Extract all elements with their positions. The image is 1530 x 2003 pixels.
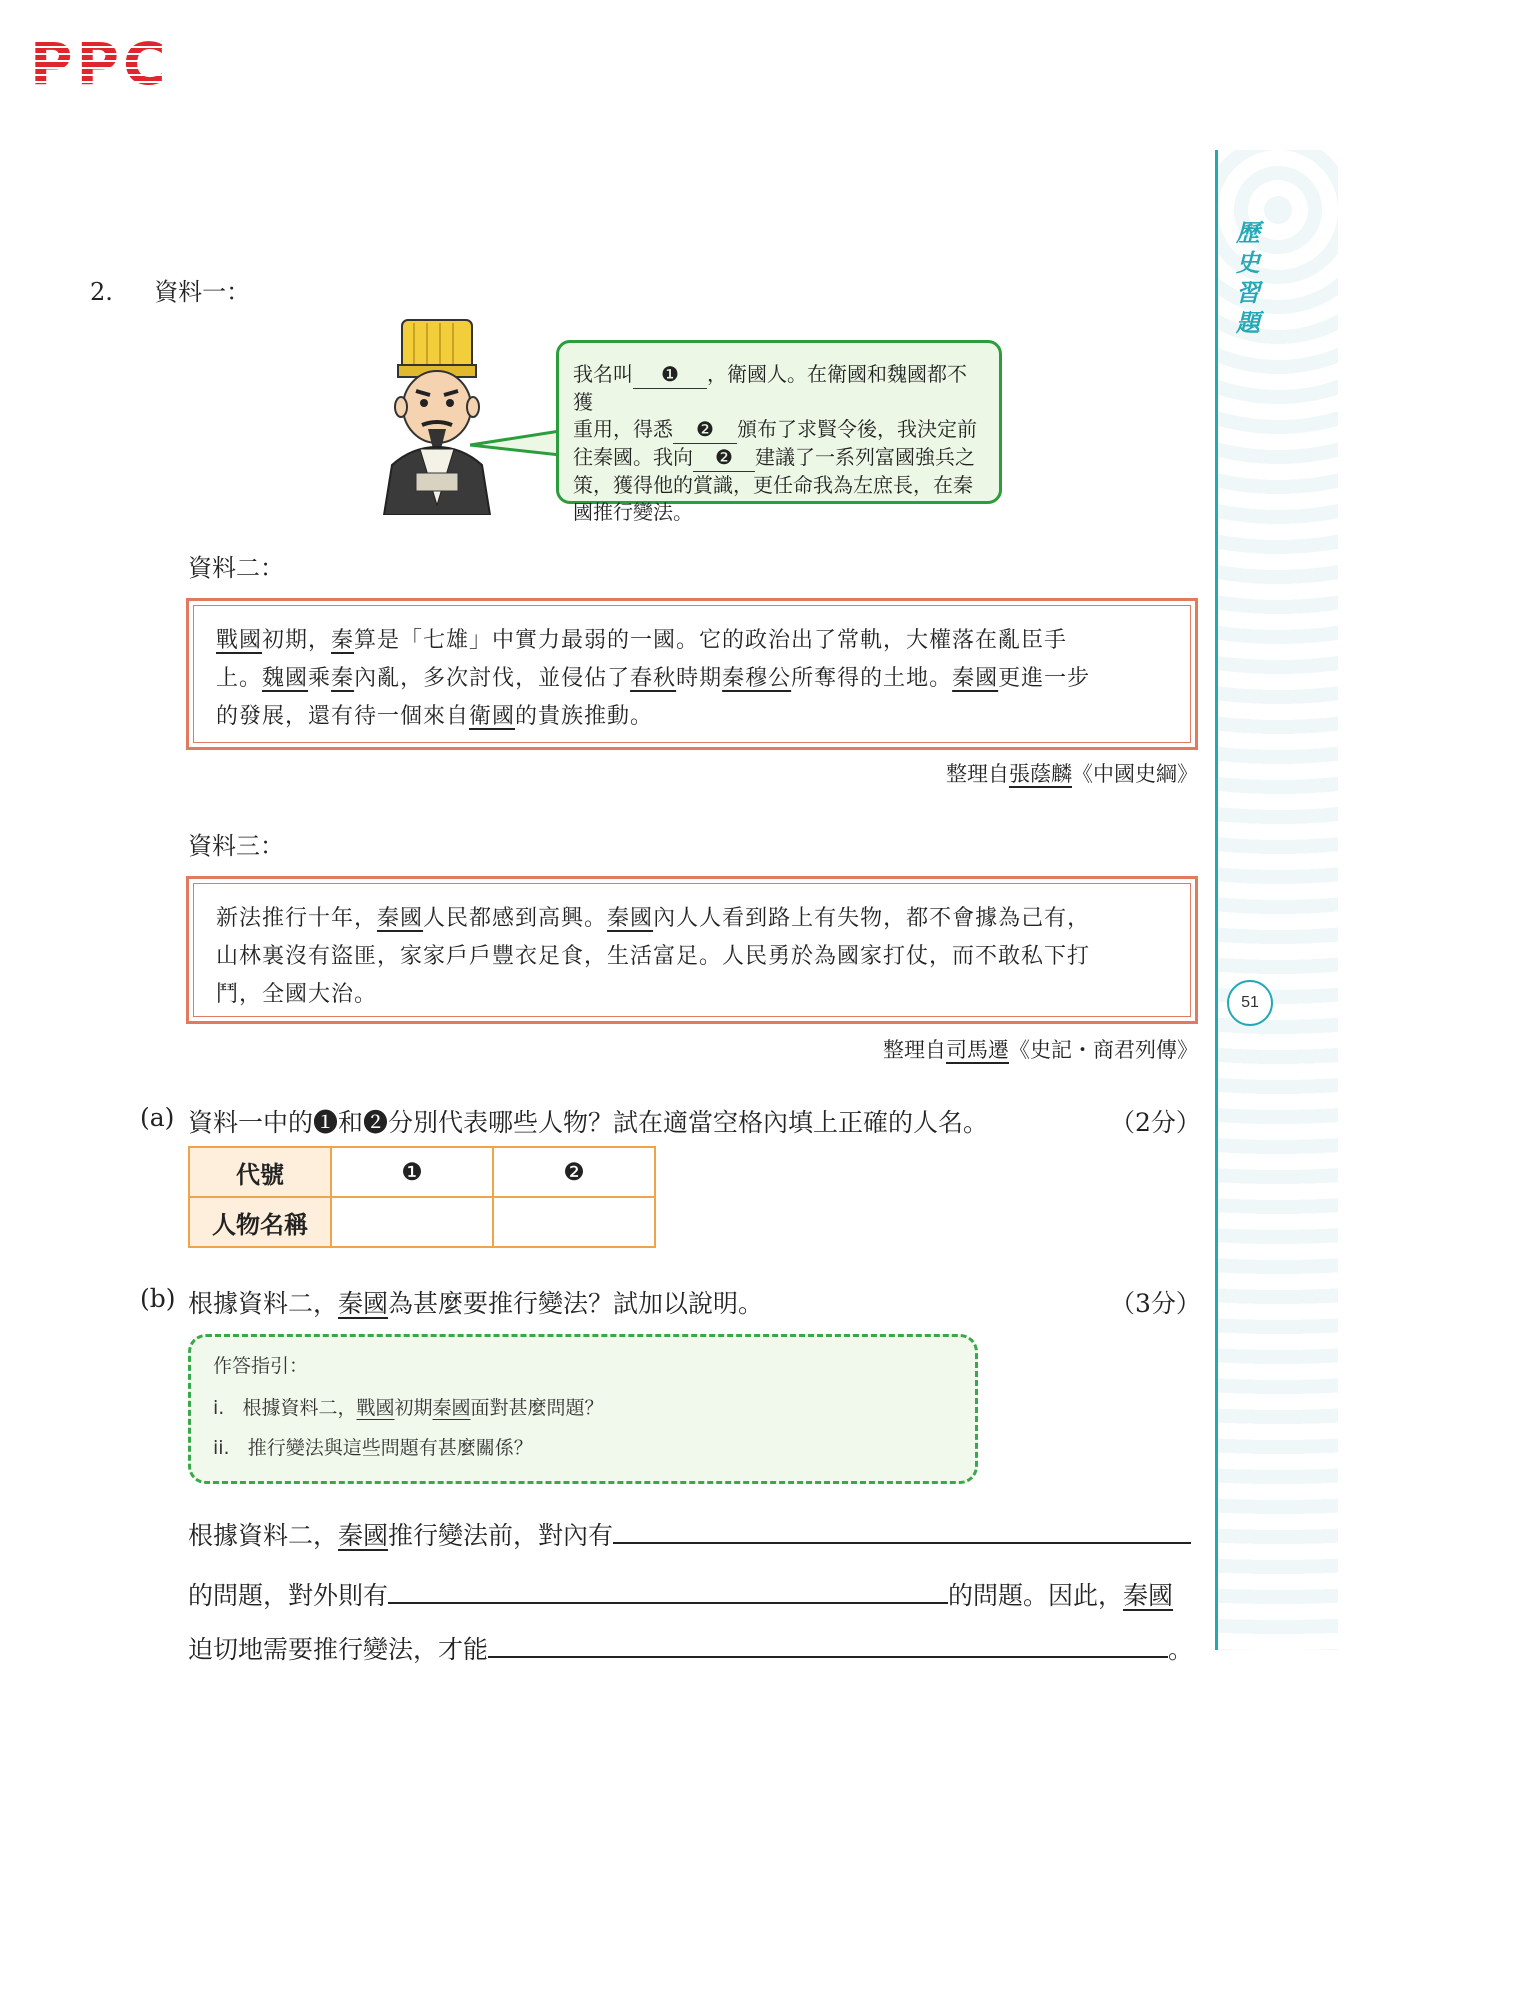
speech-line [573,444,985,472]
text: 《史記・商君列傳》 [1009,1038,1198,1062]
text: 上。 [216,666,263,691]
answer-blank-1[interactable] [613,1518,1191,1544]
part-b-question [188,1284,763,1320]
term: 秦國 [952,666,999,691]
answer-cell-1[interactable] [331,1197,493,1247]
text: 乘 [308,666,332,691]
term: 秦國 [338,1289,389,1318]
source2-line [216,622,1168,660]
part-b-marks: （3分） [1110,1289,1201,1318]
source2-citation [700,758,1198,788]
text: 內人人看到路上有失物，都不會據為己有， [653,906,1091,931]
text: 的問題，對外則有 [188,1581,389,1610]
text: 為甚麼要推行變法？試加以說明。 [388,1289,764,1318]
text: 推行變法與這些問題有甚麼關係？ [247,1437,533,1459]
sidebar-title: 歷史習題 [1236,218,1260,337]
text: 整理自 [946,762,1009,786]
publisher-logo: PPC [30,30,170,98]
text: 人民都感到高興。 [423,906,608,931]
speech-text: 往秦國。我向 [573,445,693,469]
part-a-label: (a) [140,1103,175,1132]
part-a-marks: （2分） [1110,1108,1201,1137]
term: 秦穆公 [722,666,792,691]
source3-line: 鬥，全國大治。 [216,982,378,1007]
text: 的發展，還有待一個來自 [216,704,470,729]
answer-blank-2[interactable] [388,1578,948,1604]
speech-text: ，衛國人。在衛國和魏國都不獲 [573,362,967,414]
text: 初期， [262,628,332,653]
speech-blank-2: ❷ [673,416,737,444]
text: 新法推行十年， [216,906,378,931]
source2-line [216,660,1168,698]
term: 張蔭麟 [1009,762,1072,786]
page-number: 51 [1227,980,1273,1026]
question-number [90,272,250,307]
term: 秦國 [1123,1581,1174,1610]
text: 更進一步 [998,666,1091,691]
text: 推行變法前，對內有 [388,1521,614,1550]
text: 的貴族推動。 [515,704,654,729]
source3-text [193,883,1191,1017]
term: 戰國 [356,1397,395,1419]
speech-bubble-tail [470,425,562,465]
text: i. [213,1397,225,1419]
table-row [189,1197,655,1247]
text: 整理自 [883,1038,946,1062]
question-number-text: 2. [90,278,113,306]
source3-line [216,900,1168,938]
term: 秦國 [338,1521,389,1550]
answer-line-1 [188,1516,1191,1552]
source2-label: 資料二： [188,554,284,582]
source3-line: 山林裏沒有盜匪，家家戶戶豐衣足食，生活富足。人民勇於為國家打仗，而不敢私下打 [216,944,1091,969]
text: ii. [213,1437,230,1459]
speech-blank-3: ❷ [693,444,755,472]
part-a-question: 資料一中的❶和❷分別代表哪些人物？試在適當空格內填上正確的人名。 [188,1108,989,1137]
text: 。 [1168,1635,1194,1664]
sidebar-line [1215,150,1218,1650]
guide-item-1 [213,1393,953,1423]
speech-text: 頒布了求賢令後，我決定前 [737,417,977,441]
speech-text: 重用，得悉 [573,417,673,441]
text: 面對甚麼問題？ [470,1397,604,1419]
speech-line: 策，獲得他的賞識，更任命我為左庶長，在秦 [573,473,973,497]
term: 秦國 [432,1397,471,1419]
term: 春秋 [630,666,677,691]
text: 根據資料二， [242,1397,357,1419]
text: 《中國史綱》 [1072,762,1198,786]
speech-bubble [556,340,1002,524]
source3-label: 資料三： [188,832,284,860]
source2-text [193,605,1191,743]
text: 初期 [394,1397,433,1419]
source2-line [216,698,1168,736]
text: 根據資料二， [188,1289,339,1318]
source2-box [186,598,1198,750]
term: 秦 [331,666,355,691]
term: 衛國 [469,704,516,729]
term: 秦國 [607,906,654,931]
term: 司馬遷 [946,1038,1009,1062]
speech-line [573,361,985,416]
answer-blank-3[interactable] [488,1632,1168,1658]
term: 魏國 [262,666,309,691]
table-header-code: 代號 [189,1147,331,1197]
text: 迫切地需要推行變法，才能 [188,1635,489,1664]
term: 秦 [331,628,355,653]
table-cell-code-2: ❷ [493,1147,655,1197]
source3-box [186,876,1198,1024]
text: 根據資料二， [188,1521,339,1550]
answer-cell-2[interactable] [493,1197,655,1247]
guide-title: 作答指引： [213,1355,309,1377]
answer-line-2 [188,1576,1173,1612]
official-cartoon-illustration [372,315,502,515]
speech-text: 建議了一系列富國強兵之 [755,445,975,469]
text: 算是「七雄」中實力最弱的一國。它的政治出了常軌，大權落在亂臣手 [354,628,1068,653]
answer-table [188,1146,656,1248]
guide-item-2 [213,1433,953,1463]
source1-label: 資料一： [154,278,251,306]
text: 所奪得的土地。 [791,666,953,691]
source3-citation [700,1034,1198,1064]
text: 時期 [676,666,723,691]
table-row [189,1147,655,1197]
table-header-name: 人物名稱 [189,1197,331,1247]
text: 的問題。因此， [948,1581,1124,1610]
speech-text: 我名叫 [573,362,633,386]
term: 戰國 [216,628,263,653]
sidebar-pattern [1218,150,1338,1650]
answer-line-3 [188,1630,1193,1666]
text: 內亂，多次討伐，並侵佔了 [354,666,631,691]
part-b-label: (b) [140,1284,176,1313]
speech-blank-1: ❶ [633,361,707,389]
term: 秦國 [377,906,424,931]
speech-line [573,416,985,444]
table-cell-code-1: ❶ [331,1147,493,1197]
answer-guide-box [188,1334,978,1484]
speech-line: 國推行變法。 [573,500,693,524]
